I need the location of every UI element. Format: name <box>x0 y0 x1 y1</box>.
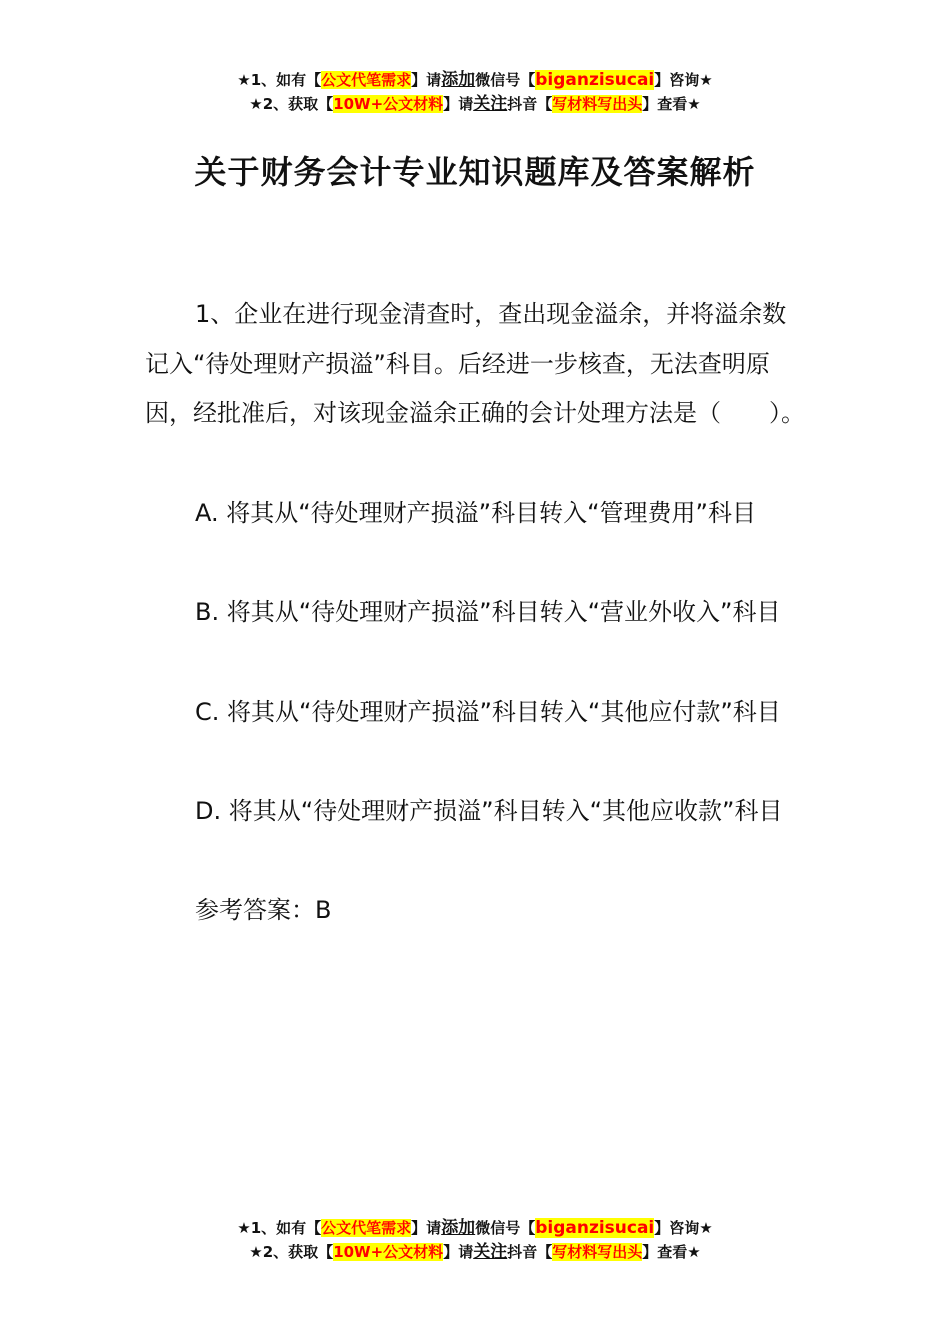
question-text: 1、企业在进行现金清查时，查出现金溢余，并将溢余数记入“待处理财产损溢”科目。后经进一步核查，无法查明原因，经批准后，对该现金溢余正确的会计处理方法是（ ）。 <box>145 300 805 427</box>
banner-text: 】查看★ <box>642 95 701 113</box>
option-d: D. 将其从“待处理财产损溢”科目转入“其他应收款”科目 <box>195 797 783 825</box>
banner-text: 】请 <box>443 1243 474 1261</box>
banner-text: ★1、如有【 <box>237 71 322 89</box>
banner-text: 】咨询★ <box>654 1219 713 1237</box>
banner-highlight: 10W+公文材料 <box>333 95 444 113</box>
banner-text: 微信号【 <box>475 71 536 89</box>
option-b: B. 将其从“待处理财产损溢”科目转入“营业外收入”科目 <box>195 598 781 626</box>
banner-text: 】请 <box>411 1219 442 1237</box>
banner-highlight-douyin: 写材料写出头 <box>552 95 643 113</box>
header-banner <box>0 68 950 116</box>
document-body <box>145 290 810 935</box>
banner-text: ★2、获取【 <box>249 1243 334 1261</box>
footer-banner <box>0 1216 950 1264</box>
banner-text: 】咨询★ <box>654 71 713 89</box>
banner-text: 抖音【 <box>507 95 553 113</box>
banner-text: 】请 <box>411 71 442 89</box>
option-c: C. 将其从“待处理财产损溢”科目转入“其他应付款”科目 <box>195 697 781 726</box>
banner-text: 】请 <box>443 95 474 113</box>
banner-text: 抖音【 <box>507 1243 553 1261</box>
banner-emphasis: 关注 <box>473 1242 508 1262</box>
document-title: 关于财务会计专业知识题库及答案解析 <box>194 153 756 191</box>
banner-line-1 <box>0 68 950 92</box>
banner-text: 】查看★ <box>642 1243 701 1261</box>
banner-highlight: 10W+公文材料 <box>333 1243 444 1261</box>
banner-text: ★2、获取【 <box>249 95 334 113</box>
option-a: A. 将其从“待处理财产损溢”科目转入“管理费用”科目 <box>195 498 756 527</box>
answer-text: 参考答案：B <box>195 895 332 924</box>
banner-highlight-douyin: 写材料写出头 <box>552 1243 643 1261</box>
banner-line-2 <box>0 92 950 116</box>
banner-highlight: 公文代笔需求 <box>321 71 412 89</box>
banner-highlight-wechat: biganzisucai <box>535 70 655 90</box>
banner-emphasis: 关注 <box>473 94 508 114</box>
banner-line-1 <box>0 1216 950 1240</box>
banner-highlight: 公文代笔需求 <box>321 1219 412 1237</box>
banner-text: 微信号【 <box>475 1219 536 1237</box>
banner-text: ★1、如有【 <box>237 1219 322 1237</box>
banner-line-2 <box>0 1240 950 1264</box>
banner-emphasis: 添加 <box>441 70 476 90</box>
banner-highlight-wechat: biganzisucai <box>535 1218 655 1238</box>
banner-emphasis: 添加 <box>441 1218 476 1238</box>
